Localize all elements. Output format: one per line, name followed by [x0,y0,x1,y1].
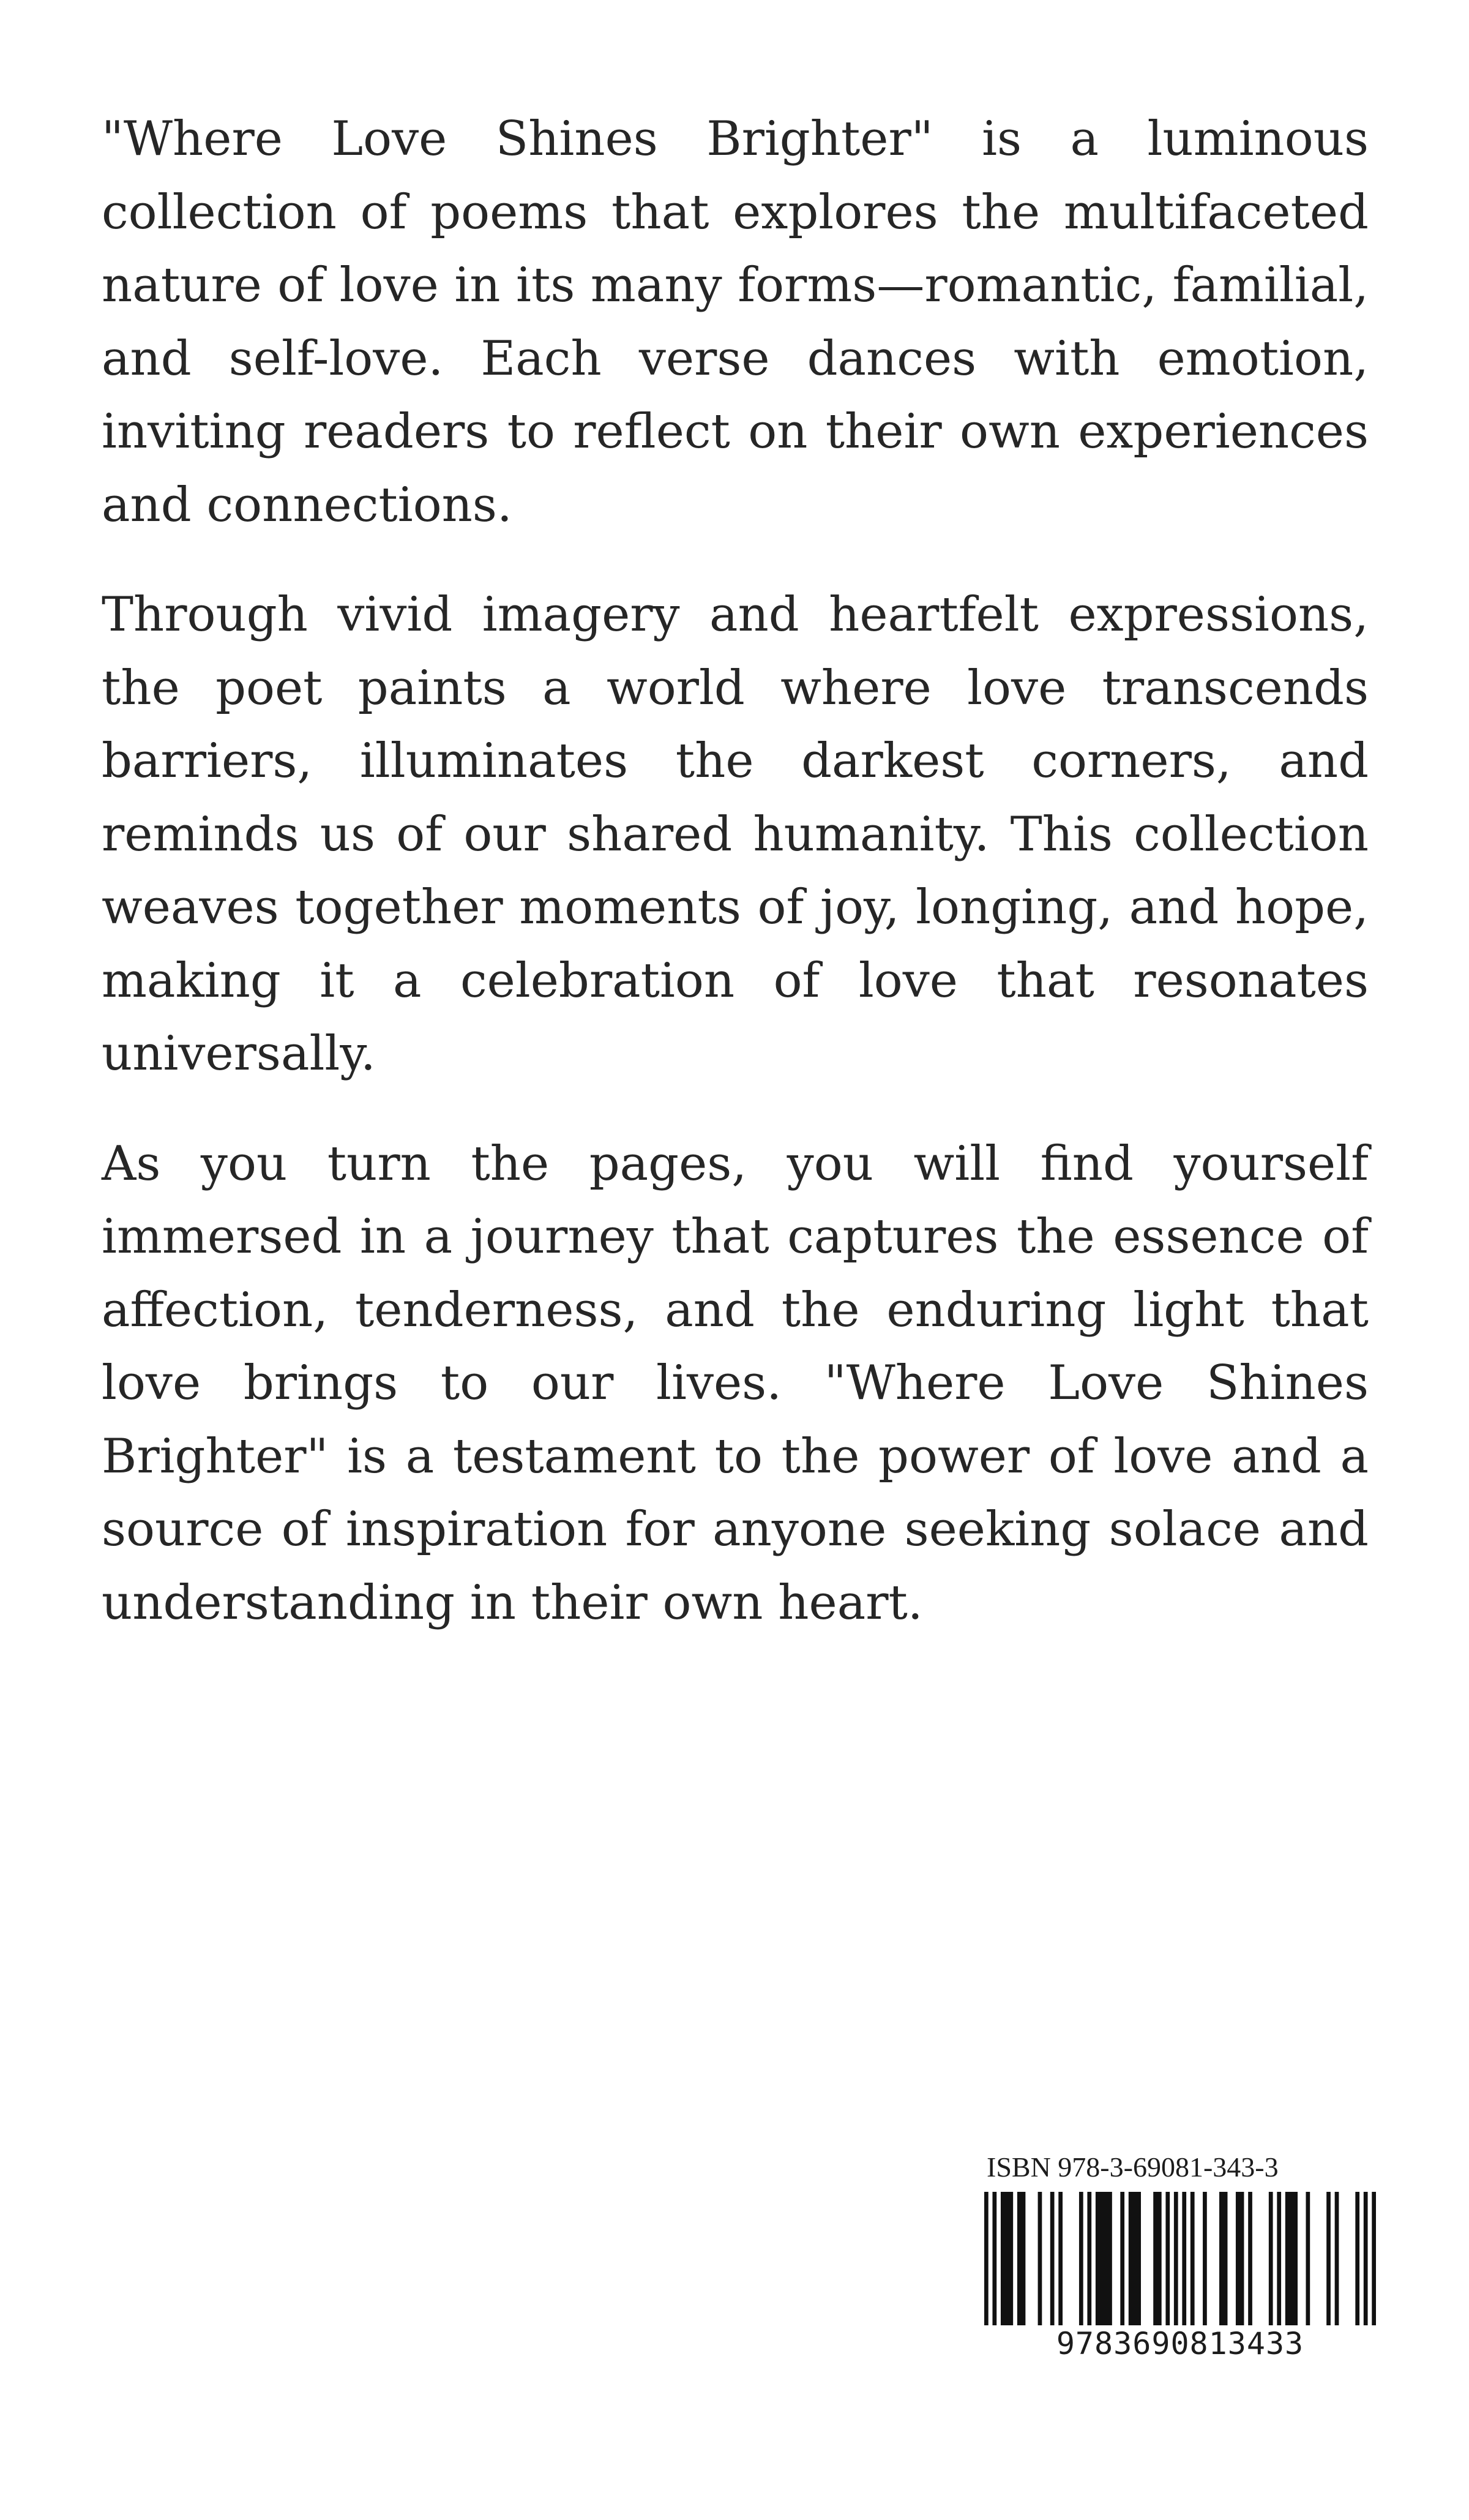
barcode-bar-7 [1079,2192,1083,2325]
barcode-bar-22 [1277,2192,1281,2325]
isbn-label: ISBN 978-3-69081-343-3 [987,2151,1279,2183]
barcode-bar-29 [1372,2192,1376,2325]
barcode-bar-4 [1038,2192,1042,2325]
barcode-bar-27 [1355,2192,1359,2325]
barcode-bar-8 [1087,2192,1091,2325]
barcode-bar-18 [1219,2192,1227,2325]
barcode-bar-9 [1096,2192,1112,2325]
barcode-bar-12 [1153,2192,1161,2325]
barcode-bar-21 [1269,2192,1273,2325]
barcode-bar-2 [1001,2192,1013,2325]
barcode-icon [984,2192,1376,2325]
barcode-bar-10 [1120,2192,1124,2325]
barcode-bar-26 [1335,2192,1339,2325]
barcode-bar-15 [1182,2192,1186,2325]
blurb-paragraph-2: Through vivid imagery and heartfelt expressions, the poet paints a world where love transcends barriers, illuminates the darkest corners, and reminds us of our shared humanity. This collection weaves together moments of joy, longing, and hope, making it a celebration of love that resonates universally. [102,587,1369,1081]
barcode-bar-20 [1248,2192,1252,2325]
barcode-bar-0 [984,2192,989,2325]
barcode-bar-11 [1129,2192,1141,2325]
barcode-bar-16 [1191,2192,1195,2325]
barcode-bar-5 [1050,2192,1055,2325]
blurb-paragraph-1: "Where Love Shines Brighter" is a luminous collection of poems that explores the multifaceted nature of love in its many forms—romantic, familial, and self-love. Each verse dances with emotion, inviting readers to reflect on their own experiences and connections. [102,111,1369,533]
barcode-bar-14 [1174,2192,1178,2325]
blurb-paragraph-3: As you turn the pages, you will find yourself immersed in a journey that captures the essence of affection, tenderness, and the enduring light that love brings to our lives. "Where Love Shines Brighter" is a testament to the power of love and a source of inspiration for anyone seeking solace and understanding in their own heart. [102,1136,1369,1630]
barcode-bar-23 [1285,2192,1298,2325]
barcode-bar-1 [992,2192,996,2325]
barcode-bar-24 [1306,2192,1310,2325]
barcode-number: 9783690813433 [1056,2326,1304,2361]
barcode-bar-13 [1165,2192,1170,2325]
book-blurb [102,103,1369,1676]
barcode-bar-19 [1236,2192,1244,2325]
barcode-bar-17 [1203,2192,1207,2325]
isbn-barcode-block [984,2151,1376,2363]
barcode-bar-3 [1017,2192,1025,2325]
barcode-bar-25 [1326,2192,1331,2325]
barcode-bar-6 [1058,2192,1063,2325]
barcode-bar-28 [1364,2192,1368,2325]
